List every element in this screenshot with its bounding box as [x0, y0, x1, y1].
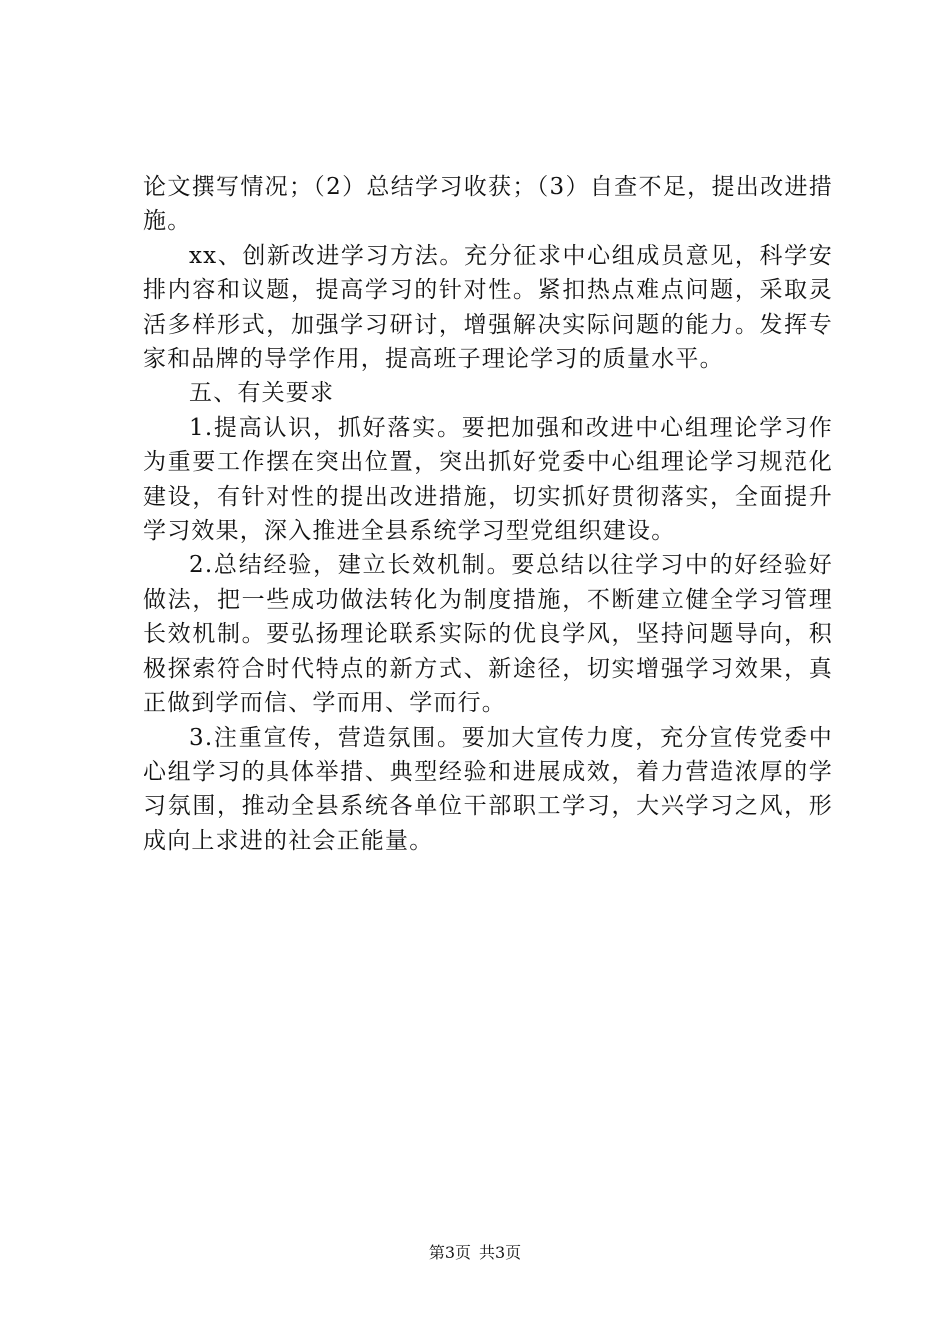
- paragraph-4: 1.提高认识，抓好落实。要把加强和改进中心组理论学习作为重要工作摆在突出位置，突出抓好党委中心组理论学习规范化建设，有针对性的提出改进措施，切实抓好贯彻落实，全面提升学习效果，深入推进全县系统学习型党组织建设。: [143, 414, 833, 545]
- page-total: 共3页: [479, 1243, 522, 1262]
- paragraph-5: 2.总结经验，建立长效机制。要总结以往学习中的好经验好做法，把一些成功做法转化为制度措施，不断建立健全学习管理长效机制。要弘扬理论联系实际的优良学风，坚持问题导向，积极探索符合时代特点的新方式、新途径，切实增强学习效果，真正做到学而信、学而用、学而行。: [143, 552, 833, 717]
- page-footer: [0, 1243, 950, 1263]
- document-body: [143, 170, 833, 858]
- paragraph-1: 论文撰写情况；（2）总结学习收获；（3）自查不足，提出改进措施。: [143, 174, 833, 235]
- paragraph-6: 3.注重宣传，营造氛围。要加大宣传力度，充分宣传党委中心组学习的具体举措、典型经验和进展成效，着力营造浓厚的学习氛围，推动全县系统各单位干部职工学习，大兴学习之风，形成向上求进的社会正能量。: [143, 724, 833, 854]
- section-heading: 五、有关要求: [189, 380, 335, 407]
- page-number: 第3页: [428, 1243, 471, 1262]
- paragraph-2: xx、创新改进学习方法。充分征求中心组成员意见，科学安排内容和议题，提高学习的针对性。紧扣热点难点问题，采取灵活多样形式，加强学习研讨，增强解决实际问题的能力。发挥专家和品牌的导学作用，提高班子理论学习的质量水平。: [143, 242, 833, 373]
